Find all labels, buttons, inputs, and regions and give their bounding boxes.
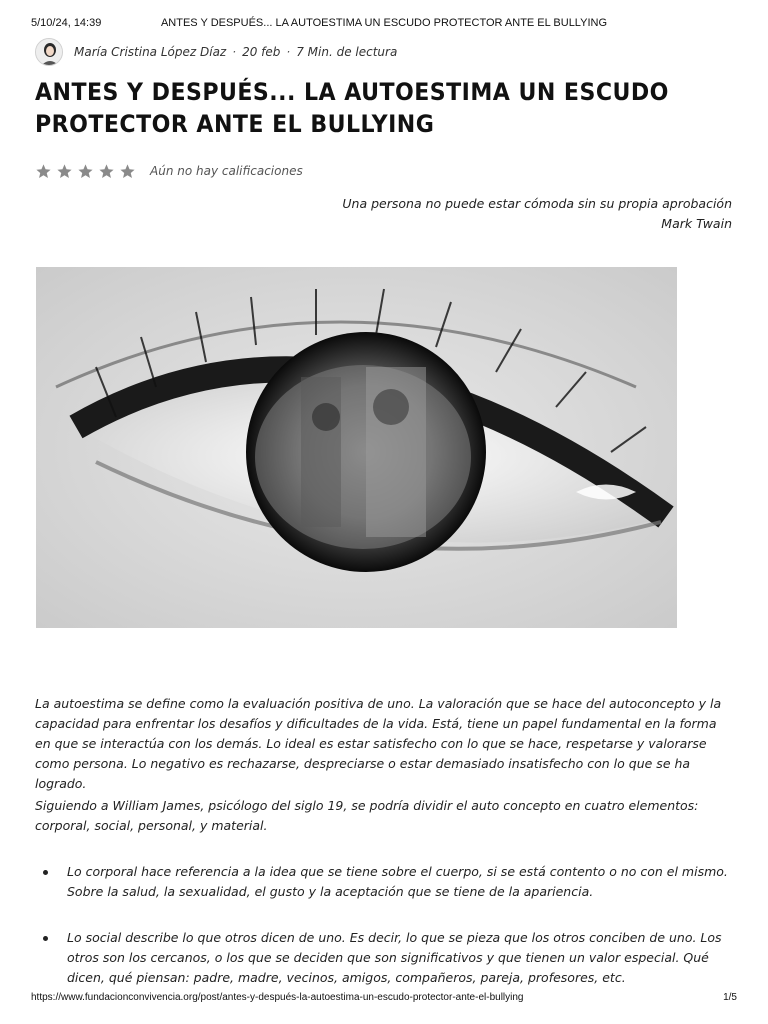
- quote-text: Una persona no puede estar cómoda sin su propia aprobación: [342, 196, 732, 211]
- star-icon[interactable]: [35, 163, 52, 180]
- star-icon[interactable]: [98, 163, 115, 180]
- star-icon[interactable]: [77, 163, 94, 180]
- print-title: ANTES Y DESPUÉS... LA AUTOESTIMA UN ESCUDO PROTECTOR ANTE EL BULLYING: [160, 17, 608, 29]
- author-row: [35, 37, 397, 67]
- star-icon[interactable]: [56, 163, 73, 180]
- paragraph: La autoestima se define como la evaluación positiva de uno. La valoración que se hace del autoconcepto y la capacidad para enfrentar los desafíos y dificultades de la vida. Está, tiene un papel fundamental en la forma en que se interactúa con los demás. Lo ideal es estar satisfecho con lo que se hace, respetarse y valorarse como persona. Lo negativo es rechazarse, despreciarse o estar demasiado insatisfecho con lo que se ha logrado.: [35, 696, 722, 791]
- list-item: Lo social describe lo que otros dicen de uno. Es decir, lo que se pieza que los otros conciben de uno. Los otros son los cercanos, o los que se deciden que son significativos y que tienen un valor especial. Qué dicen, qué piensan: padre, madre, vecinos, amigos, compañeros, pareja, profesores, etc.: [35, 928, 735, 988]
- star-rating: [35, 161, 303, 181]
- meta-separator: ·: [286, 45, 291, 59]
- post-date: 20 feb: [242, 45, 281, 59]
- list-item: Lo corporal hace referencia a la idea que se tiene sobre el cuerpo, si se está contento o no con el mismo. Sobre la salud, la sexualidad, el gusto y la aceptación que se tiene de la apariencia.: [35, 862, 735, 902]
- page-number: 1/5: [723, 992, 737, 1003]
- print-footer: [0, 992, 768, 1008]
- page-title: ANTES Y DESPUÉS... LA AUTOESTIMA UN ESCUDO PROTECTOR ANTE EL BULLYING: [35, 78, 669, 138]
- print-header: [0, 17, 768, 33]
- rating-label: Aún no hay calificaciones: [150, 164, 303, 178]
- meta-separator: ·: [232, 45, 237, 59]
- print-datetime: 5/10/24, 14:39: [31, 17, 102, 29]
- hero-image: [36, 267, 677, 628]
- print-url[interactable]: https://www.fundacionconvivencia.org/post/antes-y-después-la-autoestima-un-escudo-protector-ante-el-bullying: [31, 992, 524, 1003]
- quote-author: Mark Twain: [661, 216, 732, 231]
- author-name[interactable]: María Cristina López Díaz: [74, 45, 227, 59]
- star-icon[interactable]: [119, 163, 136, 180]
- paragraph: Siguiendo a William James, psicólogo del siglo 19, se podría dividir el auto concepto en cuatro elementos: corporal, social, personal, y material.: [35, 798, 699, 833]
- read-time: 7 Min. de lectura: [296, 45, 398, 59]
- avatar[interactable]: [35, 38, 63, 66]
- epigraph-quote: [342, 194, 732, 234]
